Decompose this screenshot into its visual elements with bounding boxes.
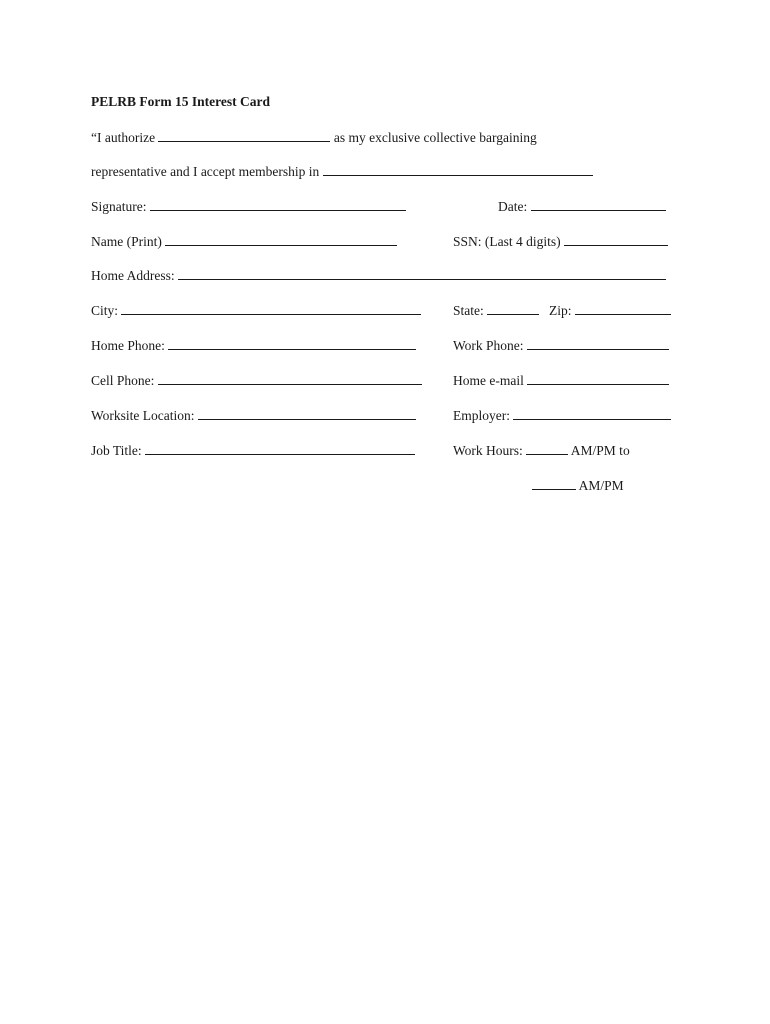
- work-hours-end-field: [532, 476, 624, 494]
- job-title-blank[interactable]: [145, 441, 415, 455]
- employer-label: Employer:: [453, 408, 510, 423]
- ssn-blank[interactable]: [564, 232, 668, 246]
- work-hours-end-blank[interactable]: [532, 476, 576, 490]
- work-phone-field: [453, 336, 669, 354]
- zip-label: Zip:: [549, 303, 572, 318]
- zip-field: [549, 301, 671, 319]
- worksite-location-field: [91, 406, 416, 424]
- work-hours-label: Work Hours:: [453, 443, 523, 458]
- ssn-label: SSN: (Last 4 digits): [453, 234, 561, 249]
- name-blank[interactable]: [165, 232, 397, 246]
- membership-line: [91, 162, 593, 180]
- home-address-field: [91, 266, 666, 284]
- worksite-location-label: Worksite Location:: [91, 408, 195, 423]
- cell-phone-blank[interactable]: [158, 371, 422, 385]
- authorize-prefix: “I authorize: [91, 130, 156, 145]
- city-field: [91, 301, 421, 319]
- ampm-to-label: AM/PM to: [570, 443, 630, 458]
- cell-phone-label: Cell Phone:: [91, 373, 155, 388]
- signature-blank[interactable]: [150, 197, 406, 211]
- job-title-label: Job Title:: [91, 443, 142, 458]
- home-email-blank[interactable]: [527, 371, 669, 385]
- date-field: [498, 197, 666, 215]
- home-phone-label: Home Phone:: [91, 338, 165, 353]
- job-title-field: [91, 441, 415, 459]
- cell-phone-field: [91, 371, 422, 389]
- work-hours-field: [453, 441, 630, 459]
- name-label: Name (Print): [91, 234, 162, 249]
- home-email-label: Home e-mail: [453, 373, 524, 388]
- state-label: State:: [453, 303, 484, 318]
- membership-text: representative and I accept membership in: [91, 164, 320, 179]
- authorize-suffix: as my exclusive collective bargaining: [333, 130, 537, 145]
- worksite-location-blank[interactable]: [198, 406, 416, 420]
- work-hours-start-blank[interactable]: [526, 441, 568, 455]
- date-label: Date:: [498, 199, 528, 214]
- form-title: PELRB Form 15 Interest Card: [91, 94, 270, 109]
- city-blank[interactable]: [121, 301, 421, 315]
- state-field: [453, 301, 539, 319]
- work-phone-label: Work Phone:: [453, 338, 524, 353]
- home-address-label: Home Address:: [91, 268, 175, 283]
- home-phone-field: [91, 336, 416, 354]
- zip-blank[interactable]: [575, 301, 671, 315]
- signature-label: Signature:: [91, 199, 147, 214]
- state-blank[interactable]: [487, 301, 539, 315]
- work-phone-blank[interactable]: [527, 336, 669, 350]
- employer-field: [453, 406, 671, 424]
- signature-field: [91, 197, 406, 215]
- employer-blank[interactable]: [513, 406, 671, 420]
- city-label: City:: [91, 303, 119, 318]
- home-phone-blank[interactable]: [168, 336, 416, 350]
- ampm-label: AM/PM: [578, 478, 624, 493]
- authorization-line: [91, 128, 537, 146]
- union-name-blank[interactable]: [158, 128, 330, 142]
- membership-organization-blank[interactable]: [323, 162, 593, 176]
- date-blank[interactable]: [531, 197, 666, 211]
- home-address-blank[interactable]: [178, 266, 666, 280]
- ssn-field: [453, 232, 668, 250]
- home-email-field: [453, 371, 669, 389]
- name-field: [91, 232, 397, 250]
